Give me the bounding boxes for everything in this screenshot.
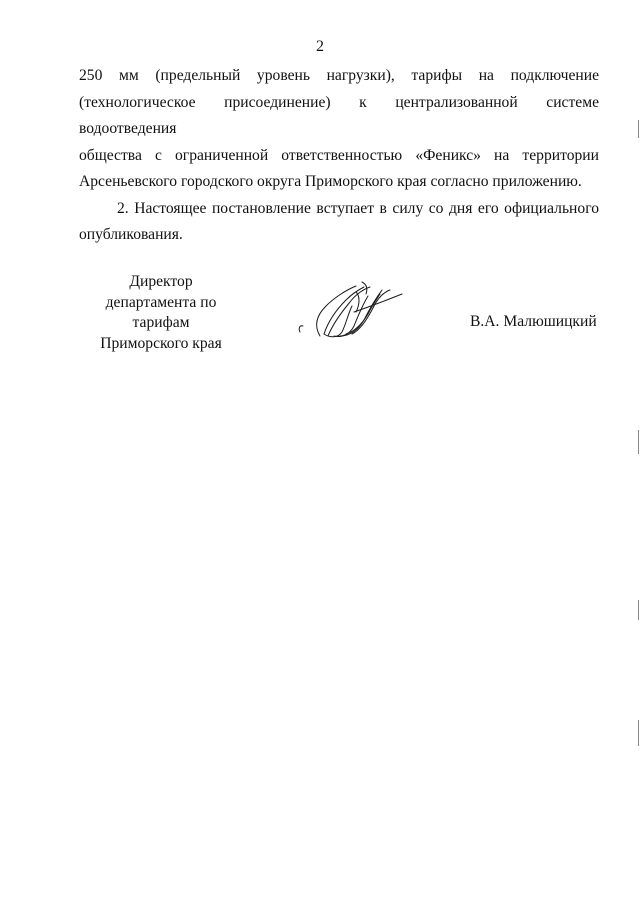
text-line: 2. Настоящее постановление вступает в силу со дня его официального <box>117 199 599 217</box>
handwritten-signature <box>294 276 404 342</box>
text-line: общества с ограниченной ответственностью «Феникс» на территории <box>79 146 599 164</box>
signatory-title-line: Директор <box>129 273 193 290</box>
signatory-title-line: Приморского края <box>100 334 222 352</box>
paragraph-tariffs <box>79 63 599 196</box>
signature-block <box>0 272 640 352</box>
text-line: (технологическое присоединение) к централизованной системе водоотведения <box>79 93 599 137</box>
text-line: опубликования. <box>79 226 183 243</box>
signatory-name: В.А. Малюшицкий <box>470 313 597 330</box>
signatory-title-line: департамента по тарифам <box>105 293 217 331</box>
scan-edge-mark <box>638 430 640 454</box>
text-line: 250 мм (предельный уровень нагрузки), тарифы на подключение <box>79 67 599 84</box>
text-line: Арсеньевского городского округа Приморского края согласно приложению. <box>79 173 582 190</box>
document-body <box>79 63 599 249</box>
paragraph-effective-date <box>79 196 599 249</box>
signatory-title <box>76 272 246 354</box>
scan-edge-mark <box>638 600 640 620</box>
scan-edge-mark <box>638 720 640 746</box>
scan-edge-mark <box>638 120 640 138</box>
page-number: 2 <box>316 38 324 55</box>
